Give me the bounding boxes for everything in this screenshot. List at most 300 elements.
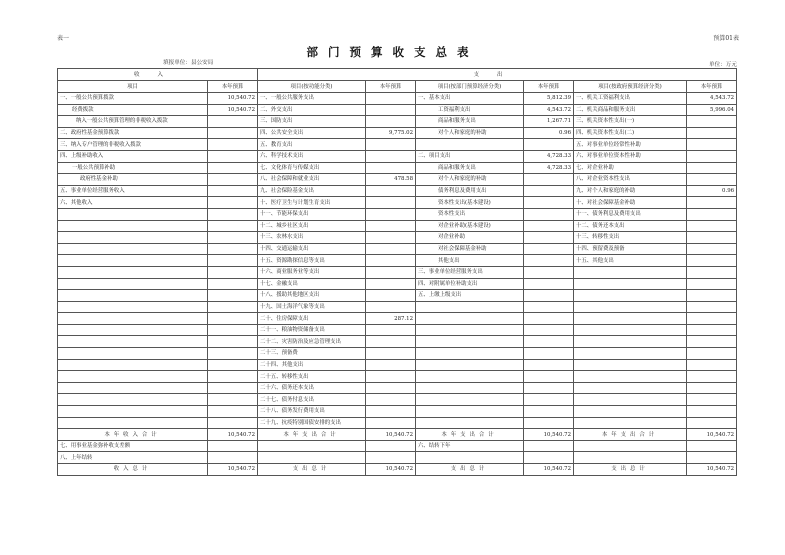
item-name-cell: 其他支出	[416, 255, 524, 267]
budget-amount-cell	[687, 174, 737, 186]
budget-amount-cell	[687, 382, 737, 394]
item-name-cell: 商品和服务支出	[416, 162, 524, 174]
budget-amount-cell	[208, 162, 258, 174]
budget-amount-cell	[524, 197, 574, 209]
item-name-cell	[416, 359, 524, 371]
budget-amount-cell	[208, 313, 258, 325]
table-row	[58, 348, 737, 360]
money-unit: 单位：万元	[709, 62, 737, 68]
budget-amount-cell	[208, 266, 258, 278]
budget-amount-cell	[366, 417, 416, 429]
budget-amount-cell: 4,728.33	[524, 162, 574, 174]
budget-amount-cell: 10,540.72	[687, 429, 737, 441]
item-name-cell: 十五、资源勘探信息等支出	[258, 255, 366, 267]
budget-amount-cell	[687, 324, 737, 336]
budget-amount-cell	[366, 290, 416, 302]
item-name-cell: 本年支出合计	[574, 429, 687, 441]
budget-amount-cell	[366, 220, 416, 232]
budget-amount-cell: 478.58	[366, 174, 416, 186]
item-name-cell	[416, 324, 524, 336]
item-name-cell: 一、一般公共预算拨款	[58, 93, 208, 105]
item-name-cell: 经费拨款	[58, 104, 208, 116]
item-name-cell: 一、基本支出	[416, 93, 524, 105]
table-row	[58, 336, 737, 348]
budget-amount-cell: 4,543.72	[687, 93, 737, 105]
item-name-cell: 十八、援助其他地区支出	[258, 290, 366, 302]
item-name-cell: 七、用事业基金弥补收支差额	[58, 440, 208, 452]
budget-amount-cell	[208, 452, 258, 464]
item-name-cell	[574, 452, 687, 464]
budget-amount-cell	[524, 185, 574, 197]
item-name-cell	[574, 394, 687, 406]
budget-amount-cell	[524, 359, 574, 371]
item-name-cell: 资本性支出(基本建设)	[416, 197, 524, 209]
item-name-cell: 九、社会保险基金支出	[258, 185, 366, 197]
item-name-cell: 五、教育支出	[258, 139, 366, 151]
item-name-cell: 收入总计	[58, 464, 208, 476]
table-row	[58, 371, 737, 383]
item-name-cell: 十二、城乡社区支出	[258, 220, 366, 232]
budget-amount-cell	[524, 336, 574, 348]
budget-amount-cell	[687, 243, 737, 255]
item-name-cell: 二十二、灾害防治及应急管理支出	[258, 336, 366, 348]
budget-amount-cell	[366, 301, 416, 313]
table-row	[58, 208, 737, 220]
item-name-cell: 十九、国土海洋气象等支出	[258, 301, 366, 313]
budget-amount-cell: 10,540.72	[687, 464, 737, 476]
budget-amount-cell: 10,540.72	[524, 429, 574, 441]
budget-table	[57, 68, 737, 476]
budget-amount-cell	[366, 185, 416, 197]
budget-amount-cell	[208, 139, 258, 151]
budget-amount-cell	[366, 162, 416, 174]
table-body	[58, 93, 737, 476]
item-name-cell: 八、社会保障和就业支出	[258, 174, 366, 186]
budget-amount-cell: 5,996.04	[687, 104, 737, 116]
item-name-cell: 对个人和家庭的补助	[416, 174, 524, 186]
budget-amount-cell	[366, 394, 416, 406]
income-section-header: 收入	[58, 69, 258, 81]
budget-amount-cell	[687, 278, 737, 290]
column-header: 本年预算	[366, 81, 416, 93]
item-name-cell: 五、上缴上级支出	[416, 290, 524, 302]
item-name-cell: 对企业补助(基本建设)	[416, 220, 524, 232]
item-name-cell	[58, 208, 208, 220]
item-name-cell	[416, 348, 524, 360]
item-name-cell: 三、事业单位经营服务支出	[416, 266, 524, 278]
item-name-cell	[58, 371, 208, 383]
item-name-cell: 二、项目支出	[416, 150, 524, 162]
item-name-cell: 一、一般公共服务支出	[258, 93, 366, 105]
table-row	[58, 255, 737, 267]
item-name-cell: 本年支出合计	[416, 429, 524, 441]
budget-amount-cell	[524, 243, 574, 255]
budget-amount-cell	[687, 290, 737, 302]
column-header: 项目(按政府预算经济分类)	[574, 81, 687, 93]
budget-amount-cell	[366, 93, 416, 105]
budget-amount-cell	[687, 197, 737, 209]
budget-amount-cell	[687, 116, 737, 128]
budget-amount-cell	[524, 371, 574, 383]
item-name-cell: 二十七、债务付息支出	[258, 394, 366, 406]
budget-amount-cell	[208, 359, 258, 371]
item-name-cell	[58, 324, 208, 336]
item-name-cell: 七、对企业补助	[574, 162, 687, 174]
item-name-cell	[416, 139, 524, 151]
budget-amount-cell	[524, 255, 574, 267]
budget-amount-cell	[208, 348, 258, 360]
item-name-cell: 十三、转移性支出	[574, 232, 687, 244]
item-name-cell	[416, 382, 524, 394]
budget-amount-cell	[524, 174, 574, 186]
budget-amount-cell	[366, 116, 416, 128]
table-row	[58, 266, 737, 278]
item-name-cell	[574, 290, 687, 302]
item-name-cell: 五、对事业单位经常性补助	[574, 139, 687, 151]
item-name-cell: 对企业补助	[416, 232, 524, 244]
item-name-cell	[58, 290, 208, 302]
item-name-cell: 工资福利支出	[416, 104, 524, 116]
grand-total-row	[58, 464, 737, 476]
budget-amount-cell	[208, 406, 258, 418]
item-name-cell: 五、事业单位经营服务收入	[58, 185, 208, 197]
item-name-cell	[58, 336, 208, 348]
item-name-cell: 四、上级补助收入	[58, 150, 208, 162]
item-name-cell	[416, 313, 524, 325]
budget-amount-cell	[687, 127, 737, 139]
budget-amount-cell	[687, 452, 737, 464]
item-name-cell	[58, 220, 208, 232]
budget-amount-cell	[687, 440, 737, 452]
item-name-cell: 二十、住房保障支出	[258, 313, 366, 325]
budget-amount-cell	[208, 174, 258, 186]
item-name-cell	[574, 417, 687, 429]
item-name-cell: 十一、债务利息及费用支出	[574, 208, 687, 220]
item-name-cell	[416, 452, 524, 464]
item-name-cell: 一、机关工资福利支出	[574, 93, 687, 105]
budget-amount-cell	[687, 255, 737, 267]
budget-amount-cell	[687, 336, 737, 348]
item-name-cell: 三、国防支出	[258, 116, 366, 128]
budget-amount-cell	[366, 150, 416, 162]
budget-amount-cell	[208, 371, 258, 383]
item-name-cell	[416, 417, 524, 429]
item-name-cell: 支出总计	[574, 464, 687, 476]
budget-amount-cell	[366, 197, 416, 209]
item-name-cell: 四、机关资本性支出(二)	[574, 127, 687, 139]
item-name-cell: 十、医疗卫生与计划生育支出	[258, 197, 366, 209]
item-name-cell	[416, 336, 524, 348]
item-name-cell: 商品和服务支出	[416, 116, 524, 128]
budget-amount-cell	[208, 150, 258, 162]
budget-amount-cell: 287.12	[366, 313, 416, 325]
item-name-cell: 七、文化体育与传媒支出	[258, 162, 366, 174]
item-name-cell	[416, 371, 524, 383]
budget-amount-cell	[208, 127, 258, 139]
table-row	[58, 116, 737, 128]
budget-amount-cell	[687, 150, 737, 162]
column-header: 项目(按部门预算经济分类)	[416, 81, 524, 93]
table-row	[58, 185, 737, 197]
item-name-cell	[574, 324, 687, 336]
table-row	[58, 417, 737, 429]
budget-amount-cell	[687, 208, 737, 220]
item-name-cell	[58, 232, 208, 244]
item-name-cell: 二十一、粮油物资储备支出	[258, 324, 366, 336]
table-row	[58, 382, 737, 394]
budget-amount-cell	[524, 266, 574, 278]
item-name-cell: 六、结转下年	[416, 440, 524, 452]
budget-amount-cell	[208, 278, 258, 290]
table-row	[58, 93, 737, 105]
item-name-cell: 十四、交通运输支出	[258, 243, 366, 255]
table-row	[58, 243, 737, 255]
item-name-cell: 二、政府性基金预算拨款	[58, 127, 208, 139]
budget-amount-cell	[687, 313, 737, 325]
budget-amount-cell	[524, 348, 574, 360]
item-name-cell	[416, 406, 524, 418]
table-row	[58, 394, 737, 406]
budget-amount-cell: 10,540.72	[208, 429, 258, 441]
item-name-cell	[58, 417, 208, 429]
table-row	[58, 406, 737, 418]
item-name-cell	[58, 394, 208, 406]
budget-amount-cell	[366, 452, 416, 464]
table-row	[58, 313, 737, 325]
budget-amount-cell	[687, 232, 737, 244]
item-name-cell: 二十九、抗疫特别国债安排的支出	[258, 417, 366, 429]
column-header: 本年预算	[687, 81, 737, 93]
item-name-cell	[416, 394, 524, 406]
item-name-cell	[58, 382, 208, 394]
budget-amount-cell	[208, 220, 258, 232]
budget-amount-cell	[366, 243, 416, 255]
item-name-cell: 十六、商业服务业等支出	[258, 266, 366, 278]
budget-amount-cell	[524, 220, 574, 232]
budget-amount-cell	[524, 452, 574, 464]
item-name-cell: 六、其他收入	[58, 197, 208, 209]
budget-amount-cell	[208, 324, 258, 336]
item-name-cell: 支出总计	[416, 464, 524, 476]
item-name-cell: 四、公共安全支出	[258, 127, 366, 139]
budget-amount-cell	[524, 382, 574, 394]
item-name-cell	[574, 348, 687, 360]
item-name-cell	[58, 313, 208, 325]
budget-amount-cell: 0.96	[687, 185, 737, 197]
budget-amount-cell: 10,540.72	[366, 464, 416, 476]
item-name-cell	[58, 266, 208, 278]
budget-amount-cell	[366, 348, 416, 360]
budget-amount-cell: 4,543.72	[524, 104, 574, 116]
budget-amount-cell	[366, 324, 416, 336]
item-name-cell: 一般公共预算补助	[58, 162, 208, 174]
item-name-cell: 二、机关商品和服务支出	[574, 104, 687, 116]
item-name-cell	[258, 440, 366, 452]
budget-amount-cell	[524, 394, 574, 406]
budget-amount-cell: 4,728.33	[524, 150, 574, 162]
item-name-cell: 二、外交支出	[258, 104, 366, 116]
item-name-cell	[574, 266, 687, 278]
item-name-cell	[258, 452, 366, 464]
item-name-cell	[58, 359, 208, 371]
budget-amount-cell	[366, 406, 416, 418]
budget-amount-cell	[366, 359, 416, 371]
item-name-cell	[574, 440, 687, 452]
budget-amount-cell	[208, 232, 258, 244]
item-name-cell: 债务利息及费用支出	[416, 185, 524, 197]
reporting-unit: 填报单位：县公安局	[163, 60, 214, 66]
budget-amount-cell	[687, 162, 737, 174]
budget-amount-cell	[524, 232, 574, 244]
item-name-cell: 本年支出合计	[258, 429, 366, 441]
expense-section-header: 支出	[258, 69, 737, 81]
budget-amount-cell	[687, 301, 737, 313]
form-number-left: 表一	[57, 35, 70, 42]
item-name-cell: 政府性基金补助	[58, 174, 208, 186]
item-name-cell: 三、纳入专户管理的非税收入拨款	[58, 139, 208, 151]
item-name-cell	[58, 255, 208, 267]
budget-amount-cell	[208, 382, 258, 394]
budget-amount-cell	[524, 290, 574, 302]
budget-amount-cell	[208, 208, 258, 220]
budget-amount-cell	[687, 417, 737, 429]
item-name-cell: 十一、节能环保支出	[258, 208, 366, 220]
budget-amount-cell	[208, 255, 258, 267]
item-name-cell: 十、对社会保障基金补助	[574, 197, 687, 209]
budget-amount-cell	[687, 220, 737, 232]
budget-amount-cell	[687, 394, 737, 406]
table-row	[58, 162, 737, 174]
item-name-cell: 纳入一般公共预算管理的非税收入拨款	[58, 116, 208, 128]
budget-amount-cell	[524, 139, 574, 151]
item-name-cell: 对社会保障基金补助	[416, 243, 524, 255]
item-name-cell	[574, 406, 687, 418]
year-total-row	[58, 429, 737, 441]
budget-amount-cell	[524, 278, 574, 290]
item-name-cell: 二十四、其他支出	[258, 359, 366, 371]
item-name-cell: 十三、农林水支出	[258, 232, 366, 244]
item-name-cell: 资本性支出	[416, 208, 524, 220]
budget-amount-cell	[366, 104, 416, 116]
table-row	[58, 290, 737, 302]
item-name-cell: 九、对个人和家庭的补助	[574, 185, 687, 197]
budget-amount-cell	[208, 243, 258, 255]
budget-amount-cell	[687, 371, 737, 383]
item-name-cell: 本年收入合计	[58, 429, 208, 441]
item-name-cell	[58, 278, 208, 290]
item-name-cell: 六、对事业单位资本性补助	[574, 150, 687, 162]
item-name-cell: 十四、预留费及预备	[574, 243, 687, 255]
budget-amount-cell	[366, 278, 416, 290]
budget-amount-cell: 10,540.72	[208, 464, 258, 476]
budget-amount-cell	[366, 232, 416, 244]
item-name-cell	[416, 301, 524, 313]
table-row	[58, 359, 737, 371]
column-header: 本年预算	[208, 81, 258, 93]
table-row	[58, 150, 737, 162]
item-name-cell: 二十三、预备费	[258, 348, 366, 360]
budget-amount-cell: 9,775.02	[366, 127, 416, 139]
budget-amount-cell	[524, 301, 574, 313]
item-name-cell	[574, 278, 687, 290]
column-header: 本年预算	[524, 81, 574, 93]
budget-amount-cell	[366, 139, 416, 151]
budget-amount-cell	[687, 406, 737, 418]
budget-amount-cell: 10,540.72	[208, 93, 258, 105]
item-name-cell	[574, 301, 687, 313]
budget-amount-cell	[208, 116, 258, 128]
budget-amount-cell	[208, 394, 258, 406]
budget-amount-cell	[208, 185, 258, 197]
budget-amount-cell	[366, 371, 416, 383]
item-name-cell: 十二、债务还本支出	[574, 220, 687, 232]
table-row	[58, 127, 737, 139]
item-name-cell: 支出总计	[258, 464, 366, 476]
budget-amount-cell: 5,812.39	[524, 93, 574, 105]
budget-amount-cell	[524, 417, 574, 429]
item-name-cell	[58, 406, 208, 418]
budget-amount-cell	[687, 266, 737, 278]
budget-amount-cell	[366, 382, 416, 394]
budget-amount-cell: 0.96	[524, 127, 574, 139]
budget-amount-cell: 1,267.71	[524, 116, 574, 128]
table-row	[58, 301, 737, 313]
budget-amount-cell	[687, 359, 737, 371]
item-name-cell	[58, 243, 208, 255]
table-row	[58, 220, 737, 232]
table-row	[58, 104, 737, 116]
budget-amount-cell	[366, 440, 416, 452]
budget-amount-cell	[687, 348, 737, 360]
table-row	[58, 324, 737, 336]
item-name-cell: 对个人和家庭的补助	[416, 127, 524, 139]
section-header-row	[58, 69, 737, 81]
budget-amount-cell	[366, 208, 416, 220]
budget-amount-cell	[208, 336, 258, 348]
table-row	[58, 232, 737, 244]
item-name-cell: 三、机关资本性支出(一)	[574, 116, 687, 128]
column-header: 项目(按功能分类)	[258, 81, 366, 93]
page-title: 部门预算收支总表	[306, 45, 479, 59]
item-name-cell	[574, 336, 687, 348]
budget-amount-cell	[524, 324, 574, 336]
item-name-cell	[574, 359, 687, 371]
item-name-cell	[574, 313, 687, 325]
budget-amount-cell	[208, 417, 258, 429]
budget-amount-cell	[208, 197, 258, 209]
table-row	[58, 440, 737, 452]
item-name-cell	[574, 371, 687, 383]
table-row	[58, 174, 737, 186]
item-name-cell: 二十八、债务发行费用支出	[258, 406, 366, 418]
budget-amount-cell	[366, 266, 416, 278]
budget-amount-cell	[524, 406, 574, 418]
item-name-cell	[58, 301, 208, 313]
item-name-cell	[58, 348, 208, 360]
item-name-cell: 六、科学技术支出	[258, 150, 366, 162]
form-number-right: 预算01表	[713, 35, 739, 42]
item-name-cell: 八、上年结转	[58, 452, 208, 464]
budget-amount-cell	[208, 440, 258, 452]
budget-amount-cell: 10,540.72	[366, 429, 416, 441]
budget-amount-cell	[366, 255, 416, 267]
budget-amount-cell	[366, 336, 416, 348]
budget-amount-cell	[208, 301, 258, 313]
item-name-cell: 十七、金融支出	[258, 278, 366, 290]
item-name-cell: 二十五、转移性支出	[258, 371, 366, 383]
column-header: 项目	[58, 81, 208, 93]
budget-amount-cell	[687, 139, 737, 151]
